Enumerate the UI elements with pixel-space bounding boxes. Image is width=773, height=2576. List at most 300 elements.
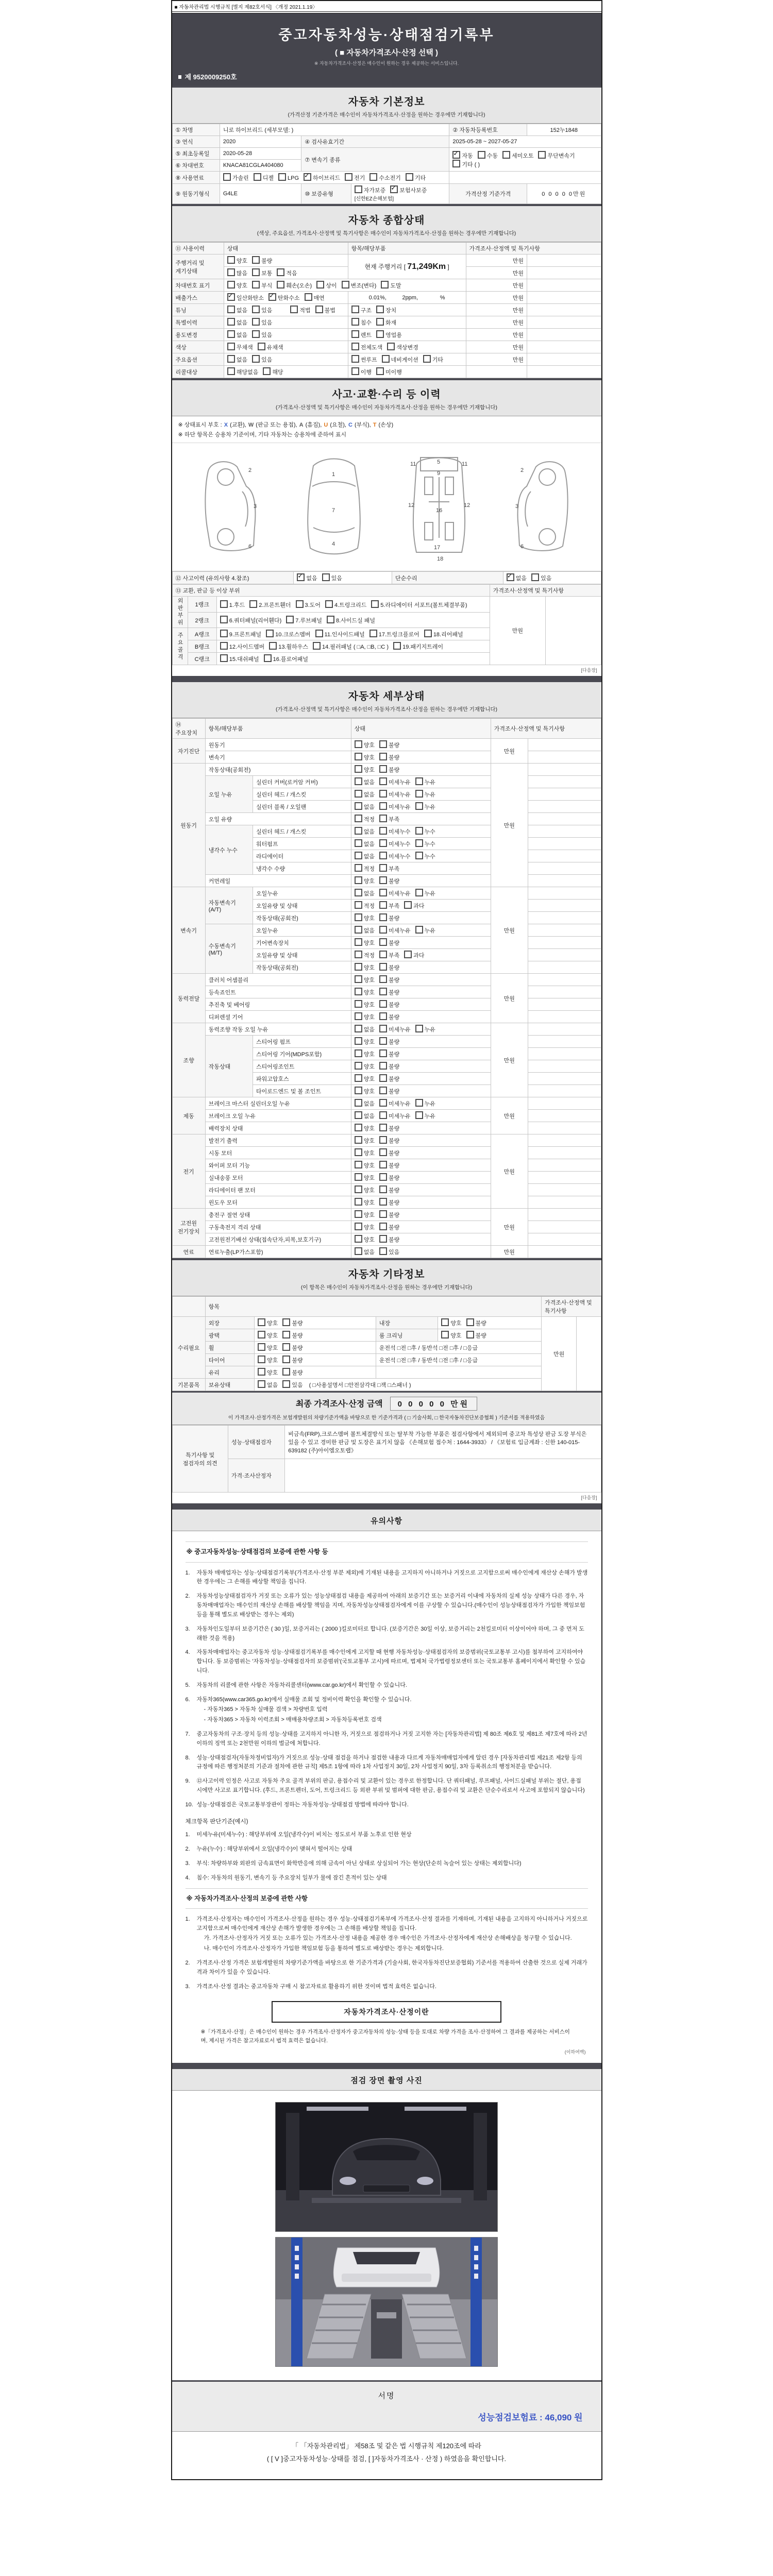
table-row (172, 304, 601, 316)
checkbox-하이브리드[interactable] (304, 173, 311, 181)
checkbox-해당없음[interactable] (227, 367, 235, 375)
checkbox-보험사보증[interactable] (390, 185, 398, 193)
checkbox-기타[interactable] (406, 173, 413, 181)
state-options (351, 1011, 491, 1023)
checkbox-불량[interactable] (379, 1173, 387, 1181)
option-label: 불량 (388, 1126, 400, 1132)
option-label: 양호 (363, 767, 375, 774)
panel-group-외판부위: 외판부위 (172, 597, 188, 628)
checkbox-화재[interactable] (376, 318, 384, 326)
checkbox-미세누유[interactable] (379, 802, 387, 810)
checkbox-있음[interactable] (282, 1380, 290, 1388)
checkbox-불량[interactable] (379, 1074, 387, 1082)
checkbox-7.루브패널[interactable] (286, 616, 294, 623)
checkbox-전체도색[interactable] (351, 343, 359, 350)
checkbox-불법[interactable] (315, 306, 323, 313)
option-label: 양호 (450, 1333, 462, 1340)
option-과다 (404, 951, 424, 959)
checkbox-미세누유[interactable] (379, 889, 387, 896)
checkbox-5.라디에이터 서포트(볼트체결부품)[interactable] (371, 600, 379, 608)
checkbox-양호[interactable] (227, 256, 235, 264)
checkbox-누유[interactable] (415, 1025, 423, 1032)
checkbox-불량[interactable] (379, 1037, 387, 1045)
item-label: 기어변속장치 (253, 937, 351, 949)
checkbox-미세누수[interactable] (379, 827, 387, 835)
checkbox-있음[interactable] (252, 318, 260, 326)
option-label: 불법 (324, 308, 335, 314)
checkbox-양호[interactable] (355, 1136, 362, 1144)
checkbox-유채색[interactable] (258, 343, 265, 350)
checkbox-자동[interactable] (452, 151, 460, 159)
option-양호 (355, 1148, 375, 1157)
checkbox-누수[interactable] (415, 852, 423, 859)
option-누유 (415, 926, 435, 935)
checkbox-도말[interactable] (381, 281, 389, 289)
checkbox-없음[interactable] (355, 1111, 362, 1119)
checkbox-양호[interactable] (355, 1198, 362, 1206)
option-부족 (379, 901, 399, 910)
checkbox-보통[interactable] (252, 268, 260, 276)
checkbox-네비게이션[interactable] (382, 355, 390, 363)
checkbox-양호[interactable] (258, 1368, 265, 1376)
checkbox-18.리어패널[interactable] (424, 630, 432, 637)
checkbox-가솔린[interactable] (223, 173, 231, 181)
checkbox-양호[interactable] (355, 1235, 362, 1243)
simple-repair-options (503, 572, 601, 584)
notice-item-number: 3. (185, 1860, 190, 1867)
checkbox-불량[interactable] (379, 1087, 387, 1094)
checkbox-불량[interactable] (379, 1223, 387, 1230)
checkbox-누유[interactable] (415, 790, 423, 798)
checkbox-있음[interactable] (252, 330, 260, 338)
checkbox-없음[interactable] (355, 889, 362, 896)
option-10.크로스멤버 (266, 630, 310, 638)
checkbox-세미오토[interactable] (502, 151, 510, 159)
option-label: 11.인사이드패널 (324, 632, 365, 638)
option-label: 자가보증 (363, 188, 386, 194)
rank-label: A랭크 (188, 628, 216, 640)
opinion-text (285, 1459, 601, 1493)
option-label: 네비게이션 (391, 357, 418, 363)
option-label: 불량 (475, 1320, 486, 1327)
checkbox-없음[interactable] (355, 790, 362, 798)
option-양호 (258, 1343, 278, 1352)
checkbox-없음[interactable] (227, 306, 235, 313)
checkbox-수동[interactable] (478, 151, 485, 159)
etc-text-cell (376, 1366, 541, 1379)
option-label: 양호 (363, 1138, 375, 1145)
option-label: 누유 (424, 1101, 435, 1108)
checkbox-불량[interactable] (379, 938, 387, 946)
checkbox-15.대쉬패널[interactable] (220, 654, 228, 662)
checkbox-4.트렁크리드[interactable] (325, 600, 333, 608)
option-불량 (282, 1318, 303, 1327)
checkbox-미세누유[interactable] (379, 1025, 387, 1032)
option-label: 양호 (363, 916, 375, 922)
checkbox-불량[interactable] (379, 1062, 387, 1070)
checkbox-13.휠하우스[interactable] (269, 642, 277, 650)
checkbox-불량[interactable] (379, 1136, 387, 1144)
checkbox-불량[interactable] (379, 1235, 387, 1243)
price-cell: 만원 (466, 255, 527, 267)
simple-repair-label: 단순수리 (392, 572, 503, 584)
checkbox-누유[interactable] (415, 926, 423, 934)
checkbox-부족[interactable] (379, 864, 387, 872)
checkbox-양호[interactable] (355, 1173, 362, 1181)
checkbox-14.필러패널 ( □A, □B, □C )[interactable] (313, 642, 321, 650)
option-없음 (227, 330, 247, 339)
checkbox-미세누수[interactable] (379, 852, 387, 859)
checkbox-없음[interactable] (355, 1025, 362, 1032)
checkbox-양호[interactable] (441, 1318, 449, 1326)
checkbox-양호[interactable] (355, 913, 362, 921)
checkbox-미세누유[interactable] (379, 790, 387, 798)
option-불량 (282, 1368, 303, 1377)
option-label: 19.패키지트레이 (402, 644, 444, 651)
fuel-label: ⑧ 사용연료 (172, 172, 220, 184)
state-options (224, 329, 348, 341)
inspection-valid-value: 2025-05-28 ~ 2027-05-27 (449, 136, 601, 148)
checkbox-없음[interactable] (355, 852, 362, 859)
checkbox-16.플로어패널[interactable] (264, 654, 272, 662)
checkbox-탄화수소[interactable] (268, 293, 276, 301)
checkbox-양호[interactable] (355, 1062, 362, 1070)
checkbox-없음[interactable] (355, 1099, 362, 1107)
checkbox-이행[interactable] (351, 367, 359, 375)
checkbox-10.크로스멤버[interactable] (266, 630, 274, 637)
table-row (172, 764, 601, 776)
checkbox-적법[interactable] (290, 306, 298, 313)
checkbox-수소전기[interactable] (369, 173, 377, 181)
checkbox-불량[interactable] (379, 1012, 387, 1020)
checkbox-없음[interactable] (258, 1380, 265, 1388)
checkbox-과다[interactable] (404, 901, 412, 909)
checkbox-불량[interactable] (379, 876, 387, 884)
checkbox-불량[interactable] (282, 1343, 290, 1351)
checkbox-무채색[interactable] (227, 343, 235, 350)
remark-cell (527, 329, 601, 341)
item-cell (348, 353, 466, 366)
checkbox-누유[interactable] (415, 1111, 423, 1119)
checkbox-누유[interactable] (415, 1099, 423, 1107)
checkbox-미세누유[interactable] (379, 926, 387, 934)
checkbox-불량[interactable] (379, 1124, 387, 1131)
option-침수 (351, 318, 372, 327)
checkbox-양호[interactable] (258, 1331, 265, 1338)
checkbox-불량[interactable] (379, 753, 387, 760)
option-label: 보험사보증 (399, 188, 427, 194)
checkbox-전기[interactable] (345, 173, 352, 181)
checkbox-불량[interactable] (379, 765, 387, 773)
item-label: 충전구 절연 상태 (205, 1209, 351, 1221)
checkbox-없음[interactable] (355, 839, 362, 847)
document-number-icon (177, 74, 182, 80)
remark-cell (527, 267, 601, 279)
checkbox-불량[interactable] (379, 1185, 387, 1193)
checkbox-해당[interactable] (263, 367, 271, 375)
checkbox-있음[interactable] (531, 573, 539, 581)
checkbox-미이행[interactable] (376, 367, 384, 375)
checkbox-적정[interactable] (355, 864, 362, 872)
checkbox-불량[interactable] (282, 1355, 290, 1363)
checkbox-불량[interactable] (379, 1198, 387, 1206)
checkbox-양호[interactable] (355, 1148, 362, 1156)
checkbox-불량[interactable] (379, 963, 387, 971)
checkbox-색상변경[interactable] (387, 343, 395, 350)
checkbox-누수[interactable] (415, 839, 423, 847)
opinion-who: 성능·상태점검자 (228, 1426, 284, 1459)
checkbox-디젤[interactable] (254, 173, 261, 181)
checkbox-8.사이드실 패널[interactable] (327, 616, 334, 623)
checkbox-불량[interactable] (282, 1368, 290, 1376)
page-separator-2 (172, 1503, 601, 1507)
checkbox-영업용[interactable] (376, 330, 384, 338)
option-label: 6.쿼터패널(리어휀다) (229, 618, 282, 624)
checkbox-불량[interactable] (466, 1318, 474, 1326)
checkbox-기타 ( )[interactable] (452, 160, 460, 167)
checkbox-불량[interactable] (282, 1318, 290, 1326)
checkbox-누수[interactable] (415, 827, 423, 835)
checkbox-상이[interactable] (316, 281, 324, 289)
checkbox-불량[interactable] (379, 1049, 387, 1057)
remark-cell (528, 862, 601, 875)
checkbox-불량[interactable] (379, 913, 387, 921)
checkbox-불량[interactable] (379, 975, 387, 983)
device-group-조향: 조향 (172, 1023, 205, 1097)
checkbox-미세누수[interactable] (379, 839, 387, 847)
checkbox-없음[interactable] (507, 573, 514, 581)
checkbox-있음[interactable] (252, 306, 260, 313)
checkbox-양호[interactable] (355, 1037, 362, 1045)
checkbox-부족[interactable] (379, 901, 387, 909)
option-label: 미세누유 (388, 1101, 411, 1108)
checkbox-적정[interactable] (355, 901, 362, 909)
checkbox-적정[interactable] (355, 815, 362, 822)
checkbox-LPG[interactable] (278, 173, 286, 181)
state-options (351, 739, 491, 751)
checkbox-불량[interactable] (379, 1161, 387, 1168)
checkbox-누유[interactable] (415, 889, 423, 896)
checkbox-불량[interactable] (379, 1210, 387, 1218)
checkbox-불량[interactable] (466, 1331, 474, 1338)
checkbox-양호[interactable] (355, 1074, 362, 1082)
checkbox-없음[interactable] (227, 318, 235, 326)
option-일산화탄소 (227, 293, 264, 302)
checkbox-없음[interactable] (227, 355, 235, 363)
checkbox-미세누유[interactable] (379, 777, 387, 785)
checkbox-12.사이드멤버[interactable] (220, 642, 228, 650)
checkbox-2.프론트휀더[interactable] (249, 600, 257, 608)
option-label: 있음 (541, 575, 552, 582)
checkbox-미세누유[interactable] (379, 1111, 387, 1119)
checkbox-기타[interactable] (423, 355, 431, 363)
checkbox-없음[interactable] (297, 573, 305, 581)
option-label: 미세누수 (388, 841, 411, 848)
checkbox-부식[interactable] (252, 281, 260, 289)
table-row (172, 1023, 601, 1036)
checkbox-양호[interactable] (355, 1185, 362, 1193)
price-cell: 만원 (491, 1023, 528, 1097)
detail-header-row (172, 719, 601, 739)
checkbox-양호[interactable] (355, 975, 362, 983)
table-row (172, 341, 601, 353)
checkbox-무단변속기[interactable] (538, 151, 546, 159)
checkbox-불량[interactable] (282, 1331, 290, 1338)
option-label: 디젤 (262, 175, 274, 181)
option-미세누유 (379, 1025, 411, 1033)
option-19.패키지트레이 (393, 642, 443, 651)
checkbox-양호[interactable] (355, 988, 362, 995)
checkbox-양호[interactable] (355, 1012, 362, 1020)
checkbox-불량[interactable] (379, 740, 387, 748)
etc-item-options (438, 1317, 542, 1329)
notice-section1-title: ※ 중고자동차성능·상태점검의 보증에 관한 사항 등 (186, 1541, 588, 1562)
checkbox-구조[interactable] (351, 306, 359, 313)
checkbox-있음[interactable] (252, 355, 260, 363)
checkbox-없음[interactable] (355, 827, 362, 835)
row-label-mileage: 주행거리 및 계기상태 (172, 255, 224, 279)
checkbox-훼손(오손)[interactable] (277, 281, 284, 289)
option-label: 가솔린 (232, 175, 249, 181)
checkbox-없음[interactable] (355, 926, 362, 934)
checkbox-미세누유[interactable] (379, 1099, 387, 1107)
checkbox-양호[interactable] (355, 1087, 362, 1094)
checkbox-매연[interactable] (305, 293, 312, 301)
checkbox-1.후드[interactable] (220, 600, 228, 608)
checkbox-17.트렁크플로어[interactable] (369, 630, 377, 637)
table-row (172, 316, 601, 329)
checkbox-3.도어[interactable] (296, 600, 304, 608)
checkbox-6.쿼터패널(리어휀다)[interactable] (220, 616, 228, 623)
checkbox-없음[interactable] (227, 330, 235, 338)
checkbox-불량[interactable] (379, 1148, 387, 1156)
option-없음 (355, 926, 375, 935)
checkbox-누유[interactable] (415, 777, 423, 785)
checkbox-양호[interactable] (355, 1161, 362, 1168)
checkbox-양호[interactable] (355, 1000, 362, 1008)
checkbox-양호[interactable] (355, 1049, 362, 1057)
checkbox-과다[interactable] (404, 951, 412, 958)
option-불량 (282, 1343, 303, 1352)
checkbox-양호[interactable] (258, 1355, 265, 1363)
checkbox-양호[interactable] (355, 938, 362, 946)
option-세미오토 (502, 151, 534, 160)
option-양호 (355, 753, 375, 761)
checkbox-양호[interactable] (227, 281, 235, 289)
checkbox-적음[interactable] (277, 268, 284, 276)
table-row (172, 353, 601, 366)
remark-cell (528, 739, 601, 751)
checkbox-양호[interactable] (355, 1124, 362, 1131)
item-label: 스티어링조인트 (253, 1060, 351, 1073)
option-9.프론트패널 (220, 630, 261, 638)
option-16.플로어패널 (264, 654, 308, 663)
option-없음 (258, 1380, 278, 1389)
checkbox-불량[interactable] (252, 256, 260, 264)
checkbox-부족[interactable] (379, 951, 387, 958)
checkbox-없음[interactable] (355, 1247, 362, 1255)
checkbox-19.패키지트레이[interactable] (393, 642, 401, 650)
notice-criteria-items (186, 1831, 588, 1883)
remark-cell (528, 1122, 601, 1134)
checkbox-있음[interactable] (379, 1247, 387, 1255)
checkbox-양호[interactable] (441, 1331, 449, 1338)
checkbox-양호[interactable] (355, 1223, 362, 1230)
checkbox-일산화탄소[interactable] (227, 293, 235, 301)
rank-items (216, 653, 490, 665)
checkbox-변조(변타)[interactable] (342, 281, 349, 289)
remark-cell (528, 998, 601, 1011)
option-이행 (351, 367, 372, 376)
option-양호 (258, 1368, 278, 1377)
checkbox-렌트[interactable] (351, 330, 359, 338)
option-label: 탄화수소 (278, 295, 300, 301)
option-누유 (415, 889, 435, 897)
option-불량 (379, 1185, 399, 1194)
notice-item-number: 2. (185, 1593, 190, 1600)
option-label: 3.도어 (305, 602, 321, 608)
option-label: 13.휠하우스 (278, 644, 308, 651)
option-label: 썬루프 (360, 357, 377, 363)
checkbox-있음[interactable] (322, 573, 330, 581)
checkbox-양호[interactable] (258, 1318, 265, 1326)
option-양호 (355, 1161, 375, 1170)
notice-items-price-survey (186, 1915, 588, 1992)
basic-info-title: 자동차 기본정보 (348, 96, 425, 108)
checkbox-11.인사이드패널[interactable] (315, 630, 323, 637)
checkbox-썬루프[interactable] (351, 355, 359, 363)
detail-subtitle: (가격조사·산정액 및 특기사항은 매수인이 자동차가격조사·산정을 원하는 경우에만 기재합니다) (276, 706, 497, 713)
option-불량 (379, 975, 399, 984)
notice-item-text: 중고자동차의 구조·장치 등의 성능·상태를 고지하지 아니한 자, 거짓으로 점검하거나 거짓 고지한 자는 [자동차관리법] 제 80조 제6호 및 제81조 제7호에 따라 2년 이하의 징역 또는 2천만원 이하의 벌금에 처합니다. (196, 1731, 587, 1747)
checkbox-많음[interactable] (227, 268, 235, 276)
checkbox-없음[interactable] (355, 777, 362, 785)
svg-text:2: 2 (520, 467, 524, 474)
state-options (351, 998, 491, 1011)
remark-cell (528, 1048, 601, 1060)
device-group-동력전달: 동력전달 (172, 974, 205, 1023)
checkbox-양호[interactable] (355, 1210, 362, 1218)
checkbox-누유[interactable] (415, 802, 423, 810)
option-label: 불량 (388, 940, 400, 947)
option-label: 보통 (261, 270, 273, 277)
checkbox-양호[interactable] (355, 963, 362, 971)
option-있음 (252, 330, 272, 339)
checkbox-양호[interactable] (355, 876, 362, 884)
checkbox-부족[interactable] (379, 815, 387, 822)
checkbox-침수[interactable] (351, 318, 359, 326)
checkbox-양호[interactable] (355, 740, 362, 748)
checkbox-양호[interactable] (355, 753, 362, 760)
checkbox-9.프론트패널[interactable] (220, 630, 228, 637)
section-basic-info-header (172, 86, 601, 124)
remark-cell (528, 1159, 601, 1172)
option-label: 없음 (363, 891, 375, 897)
item-label: 커먼레일 (205, 875, 351, 887)
checkbox-적정[interactable] (355, 951, 362, 958)
checkbox-자가보증[interactable] (355, 185, 362, 193)
checkbox-양호[interactable] (355, 765, 362, 773)
current-mileage-value: 현재 주행거리 [ 71,249Km ] (348, 255, 466, 279)
table-row (172, 1122, 601, 1134)
checkbox-없음[interactable] (355, 802, 362, 810)
option-label: 미세누유 (388, 891, 411, 897)
checkbox-불량[interactable] (379, 1000, 387, 1008)
checkbox-장치[interactable] (376, 306, 384, 313)
checkbox-양호[interactable] (258, 1343, 265, 1351)
checkbox-불량[interactable] (379, 988, 387, 995)
notice-item-number: 5. (185, 1682, 190, 1688)
